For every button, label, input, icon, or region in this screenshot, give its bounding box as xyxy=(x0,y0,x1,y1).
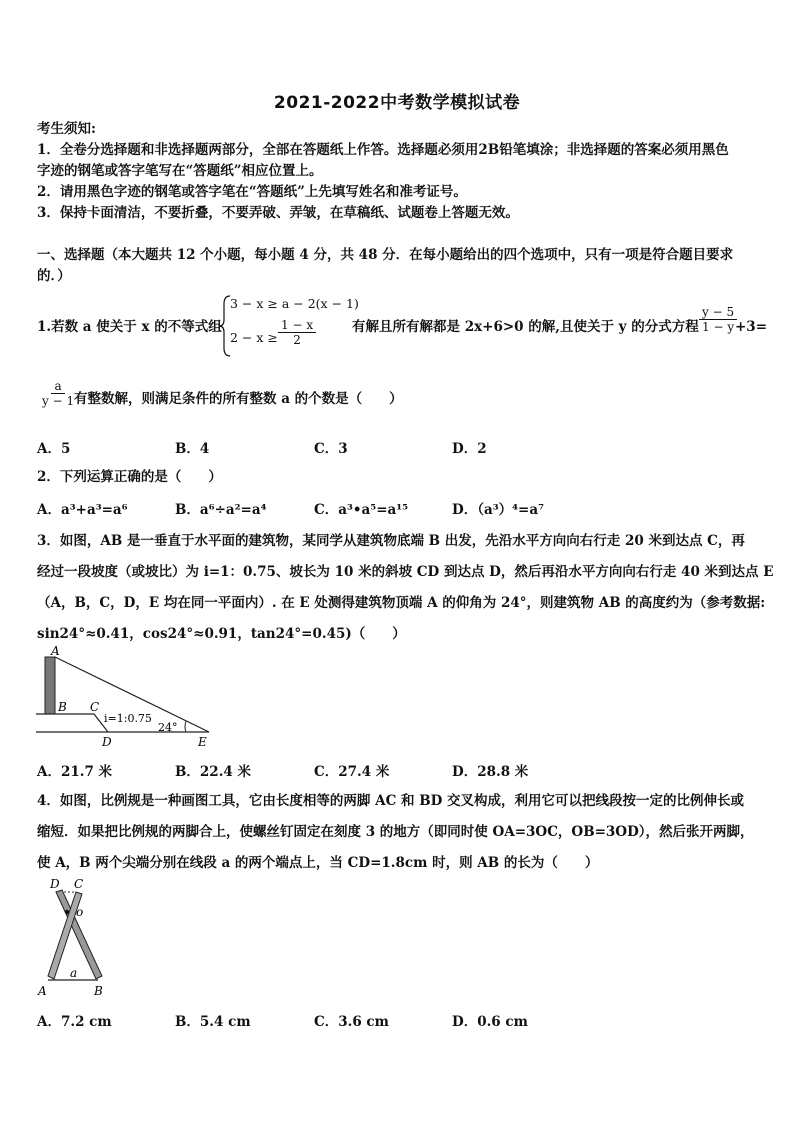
slope-label: i=1:0.75 xyxy=(104,712,152,725)
q3-option-b[interactable]: B．22.4 米 xyxy=(175,764,251,780)
q3-line-1: 3．如图，AB 是一垂直于水平面的建筑物，某同学从建筑物底端 B 出发，先沿水平方向向右行走 20 米到达点 C，再 xyxy=(37,533,745,549)
q1-middle: 有解且所有解都是 2x+6>0 的解,且使关于 y 的分式方程 xyxy=(352,319,699,335)
label-e: E xyxy=(198,735,207,749)
q1-frac2-numerator: a xyxy=(51,379,64,394)
q2-option-c[interactable]: C．a³•a⁵=a¹⁵ xyxy=(314,502,409,518)
q1-ineq2-denominator: 2 xyxy=(293,333,301,347)
q4-figure xyxy=(36,876,110,1000)
label-d: D xyxy=(50,877,60,891)
notice-line-2: 字迹的钢笔或答字笔写在“答题纸”相应位置上。 xyxy=(37,163,323,179)
label-c: C xyxy=(90,700,100,714)
section-heading-line-2: 的．） xyxy=(37,268,71,284)
q1-inequality-1: 3 − x ≥ a − 2(x − 1) xyxy=(230,296,359,311)
q3-line-3: （A，B，C，D，E 均在同一平面内）. 在 E 处测得建筑物顶端 A 的仰角为 24°，则建筑物 AB 的高度约为（参考数据: xyxy=(37,595,766,611)
q2-option-b[interactable]: B．a⁶÷a²=a⁴ xyxy=(175,502,267,518)
q1-inequality-2-left: 2 − x ≥ xyxy=(230,330,278,345)
q2-option-d[interactable]: D．（a³）⁴=a⁷ xyxy=(452,502,545,518)
q4-option-a[interactable]: A．7.2 cm xyxy=(37,1014,112,1030)
label-a-segment: a xyxy=(70,966,78,980)
label-o: o xyxy=(76,905,84,919)
q3-option-d[interactable]: D．28.8 米 xyxy=(452,764,529,780)
q3-line-4: sin24°≈0.41，cos24°≈0.91，tan24°=0.45)（ ） xyxy=(37,626,406,642)
q4-line-3: 使 A，B 两个尖端分别在线段 a 的两个端点上，当 CD=1.8cm 时，则 AB 的长为（ ） xyxy=(37,855,599,871)
q1-frac1-numerator: y − 5 xyxy=(699,305,737,320)
q1-suffix: 有整数解，则满足条件的所有整数 a 的个数是（ ） xyxy=(74,391,403,407)
q3-option-c[interactable]: C．27.4 米 xyxy=(314,764,390,780)
q1-option-d[interactable]: D．2 xyxy=(452,441,487,457)
label-b: B xyxy=(58,700,67,714)
q1-fraction-1 xyxy=(699,305,737,334)
q1-option-c[interactable]: C．3 xyxy=(314,441,348,457)
q4-option-c[interactable]: C．3.6 cm xyxy=(314,1014,389,1030)
notice-line-1: 1．全卷分选择题和非选择题两部分，全部在答题纸上作答。选择题必须用2B铅笔填涂；非选择题的答案必须用黑色 xyxy=(37,142,729,158)
building xyxy=(45,657,55,714)
q3-figure xyxy=(36,645,216,751)
q1-prefix: 1.若数 a 使关于 x 的不等式组 xyxy=(37,319,222,335)
q4-line-2: 缩短．如果把比例规的两脚合上，使螺丝钉固定在刻度 3 的地方（即同时使 OA=3OC，OB=3OD），然后张开两脚， xyxy=(37,824,754,840)
section-heading-line-1: 一、选择题（本大题共 12 个小题，每小题 4 分，共 48 分．在每小题给出的四个选项中，只有一项是符合题目要求 xyxy=(37,247,734,263)
notice-line-3: 2．请用黑色字迹的钢笔或答字笔在“答题纸”上先填写姓名和准考证号。 xyxy=(37,184,467,200)
q1-frac1-denominator: 1 − y xyxy=(702,320,735,334)
q1-option-a[interactable]: A．5 xyxy=(37,441,71,457)
label-a: A xyxy=(51,645,60,658)
q1-option-b[interactable]: B．4 xyxy=(175,441,210,457)
q4-option-d[interactable]: D．0.6 cm xyxy=(452,1014,528,1030)
q3-option-a[interactable]: A．21.7 米 xyxy=(37,764,113,780)
q1-fraction-2 xyxy=(39,379,77,408)
label-b: B xyxy=(94,984,103,998)
q3-line-2: 经过一段坡度（或坡比）为 i=1：0.75、坡长为 10 米的斜坡 CD 到达点 D，然后再沿水平方向向右行走 40 米到达点 E xyxy=(37,564,774,580)
angle-label: 24° xyxy=(158,721,178,734)
q4-option-b[interactable]: B．5.4 cm xyxy=(175,1014,251,1030)
label-d: D xyxy=(102,735,112,749)
q4-line-1: 4．如图，比例规是一种画图工具，它由长度相等的两脚 AC 和 BD 交叉构成，利用它可以把线段按一定的比例伸长或 xyxy=(37,793,745,809)
q1-inequality-2-fraction xyxy=(278,318,316,347)
q2-stem: 2．下列运算正确的是（ ） xyxy=(37,469,222,485)
label-c: C xyxy=(74,877,84,891)
q2-option-a[interactable]: A．a³+a³=a⁶ xyxy=(37,502,128,518)
label-a: A xyxy=(38,984,47,998)
q1-frac2-denominator: y − 1 xyxy=(42,394,75,408)
notice-heading: 考生须知: xyxy=(37,121,96,137)
notice-line-4: 3．保持卡面清洁，不要折叠，不要弄破、弄皱，在草稿纸、试题卷上答题无效。 xyxy=(37,205,519,221)
angle-arc xyxy=(185,721,186,732)
page-title: 2021-2022中考数学模拟试卷 xyxy=(273,93,521,113)
q1-plus3: +3= xyxy=(735,319,768,335)
q1-ineq2-numerator: 1 − x xyxy=(278,318,316,333)
screw-o xyxy=(65,910,69,914)
